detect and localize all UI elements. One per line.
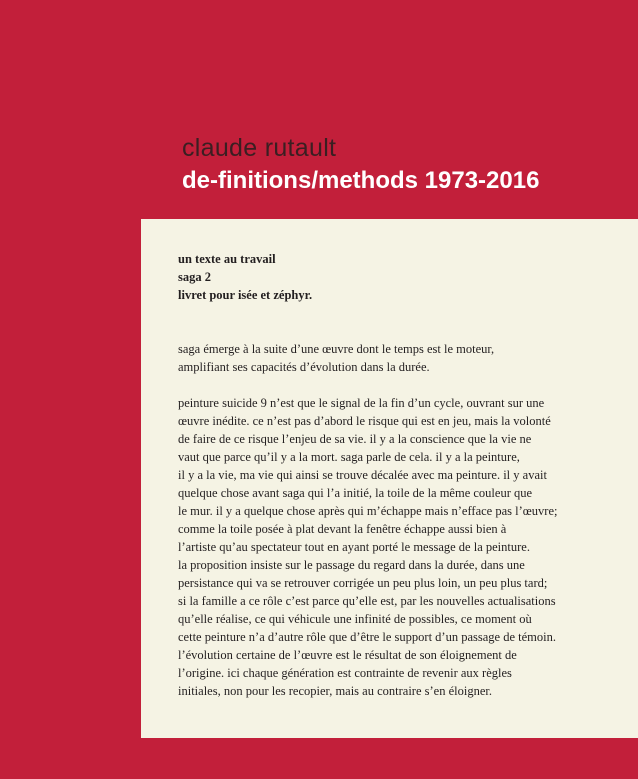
text-line: vaut que parce qu’il y a la mort. saga parle de cela. il y a la peinture, [178, 450, 520, 464]
paragraph [178, 394, 618, 700]
body-text [178, 340, 618, 718]
text-line: saga émerge à la suite d’une œuvre dont le temps est le moteur, [178, 342, 495, 356]
text-line: l’artiste qu’au spectateur tout en ayant porté le message de la peinture. [178, 540, 530, 554]
text-line: l’origine. ici chaque génération est contrainte de revenir aux règles [178, 666, 512, 680]
text-line: quelque chose avant saga qui l’a initié, la toile de la même couleur que [178, 486, 533, 500]
subheading [178, 250, 312, 304]
text-line: l’évolution certaine de l’œuvre est le résultat de son éloignement de [178, 648, 517, 662]
subheading-line: livret pour isée et zéphyr. [178, 288, 313, 302]
text-line: la proposition insiste sur le passage du regard dans la durée, dans une [178, 558, 525, 572]
text-line: œuvre inédite. ce n’est pas d’abord le risque qui est en jeu, mais la volonté [178, 414, 551, 428]
text-panel [141, 219, 638, 738]
text-line: qu’elle réalise, ce qui véhicule une infinité de possibles, ce moment où [178, 612, 532, 626]
subheading-line: saga 2 [178, 270, 211, 284]
text-line: initiales, non pour les recopier, mais au contraire s’en éloigner. [178, 684, 492, 698]
text-line: peinture suicide 9 n’est que le signal de la fin d’un cycle, ouvrant sur une [178, 396, 545, 410]
subheading-line: un texte au travail [178, 252, 276, 266]
paragraph [178, 340, 618, 376]
text-line: si la famille a ce rôle c’est parce qu’elle est, par les nouvelles actualisations [178, 594, 556, 608]
text-line: de faire de ce risque l’enjeu de sa vie. il y a la conscience que la vie ne [178, 432, 532, 446]
text-line: amplifiant ses capacités d’évolution dans la durée. [178, 360, 430, 374]
text-line: persistance qui va se retrouver corrigée un peu plus loin, un peu plus tard; [178, 576, 548, 590]
author-name: claude rutault [182, 134, 337, 162]
text-line: comme la toile posée à plat devant la fenêtre échappe aussi bien à [178, 522, 507, 536]
text-line: cette peinture n’a d’autre rôle que d’être le support d’un passage de témoin. [178, 630, 556, 644]
text-line: il y a la vie, ma vie qui ainsi se trouve décalée avec ma peinture. il y avait [178, 468, 547, 482]
text-line: le mur. il y a quelque chose après qui m’échappe mais n’efface pas l’œuvre; [178, 504, 558, 518]
book-title: de-finitions/methods 1973-2016 [182, 167, 540, 194]
